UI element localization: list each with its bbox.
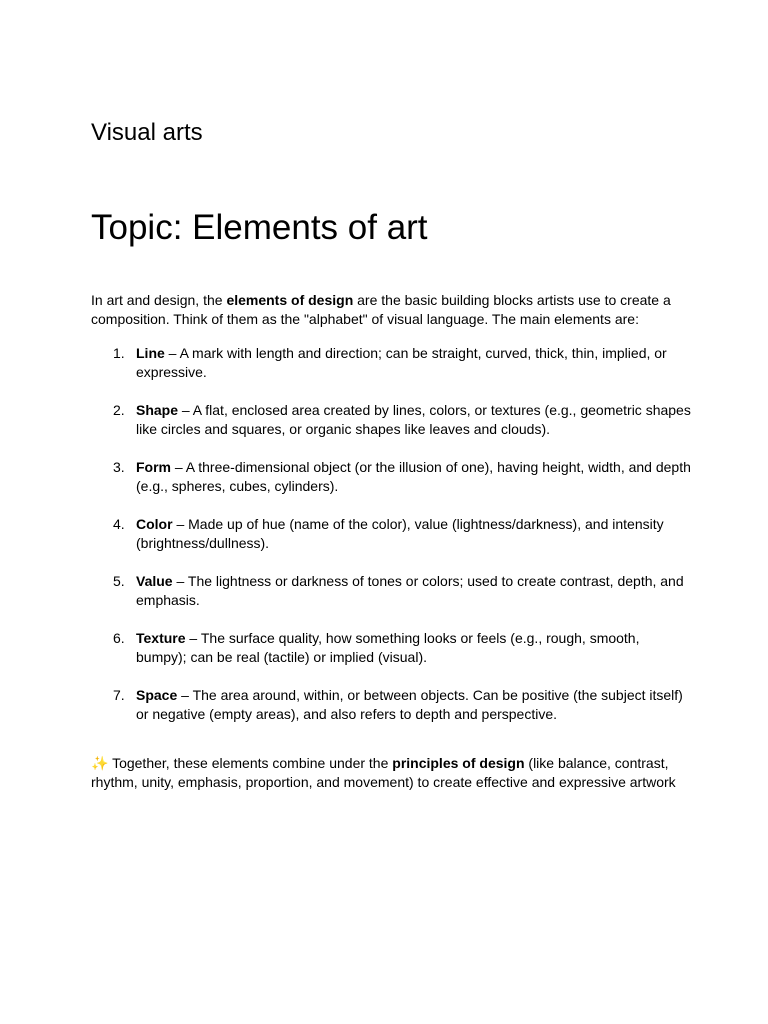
list-item-description: – The surface quality, how something looks or feels (e.g., rough, smooth, bumpy); can be real (tactile) or implied (visual). xyxy=(136,630,640,665)
list-item-number: 4. xyxy=(113,516,125,532)
list-item-term: Line xyxy=(136,345,165,361)
list-item-number: 3. xyxy=(113,459,125,475)
list-item-description: – A three-dimensional object (or the illusion of one), having height, width, and depth (e.g., spheres, cubes, cylinders). xyxy=(136,459,691,494)
list-item-description: – Made up of hue (name of the color), value (lightness/darkness), and intensity (brightness/dullness). xyxy=(136,516,664,551)
list-item-description: – The lightness or darkness of tones or colors; used to create contrast, depth, and emphasis. xyxy=(136,573,684,608)
list-item-description: – The area around, within, or between objects. Can be positive (the subject itself) or negative (empty areas), and also refers to depth and perspective. xyxy=(136,687,683,722)
closing-text-before: Together, these elements combine under the xyxy=(108,755,393,771)
list-item-term: Texture xyxy=(136,630,186,646)
closing-text-after: (like balance, contrast, rhythm, unity, emphasis, proportion, and movement) to create effective and expressive artwork xyxy=(91,755,676,790)
list-item xyxy=(91,344,691,382)
subject-title: Visual arts xyxy=(91,119,203,146)
list-item xyxy=(91,401,691,439)
list-item xyxy=(91,515,691,553)
list-item xyxy=(91,572,691,610)
list-item-number: 2. xyxy=(113,402,125,418)
topic-title: Topic: Elements of art xyxy=(91,208,428,247)
list-item-term: Form xyxy=(136,459,171,475)
list-item xyxy=(91,629,691,667)
list-item-number: 6. xyxy=(113,630,125,646)
list-item-description: – A flat, enclosed area created by lines, colors, or textures (e.g., geometric shapes like circles and squares, or organic shapes like leaves and clouds). xyxy=(136,402,691,437)
closing-bold-term: principles of design xyxy=(392,755,525,771)
sparkle-icon: ✨ xyxy=(91,755,109,771)
list-item-term: Shape xyxy=(136,402,179,418)
list-item xyxy=(91,686,691,724)
list-item-number: 1. xyxy=(113,345,125,361)
list-item-description: – A mark with length and direction; can be straight, curved, thick, thin, implied, or expressive. xyxy=(136,345,667,380)
intro-bold-term: elements of design xyxy=(226,292,354,308)
intro-text-after: are the basic building blocks artists use to create a composition. Think of them as the "alphabet" of visual language. The main elements are: xyxy=(91,292,671,327)
list-item-term: Space xyxy=(136,687,178,703)
intro-paragraph xyxy=(91,291,691,329)
intro-text-before: In art and design, the xyxy=(91,292,227,308)
list-item-number: 5. xyxy=(113,573,125,589)
list-item xyxy=(91,458,691,496)
list-item-term: Color xyxy=(136,516,173,532)
list-item-number: 7. xyxy=(113,687,125,703)
elements-list xyxy=(91,344,691,743)
closing-paragraph xyxy=(91,754,691,792)
list-item-term: Value xyxy=(136,573,173,589)
